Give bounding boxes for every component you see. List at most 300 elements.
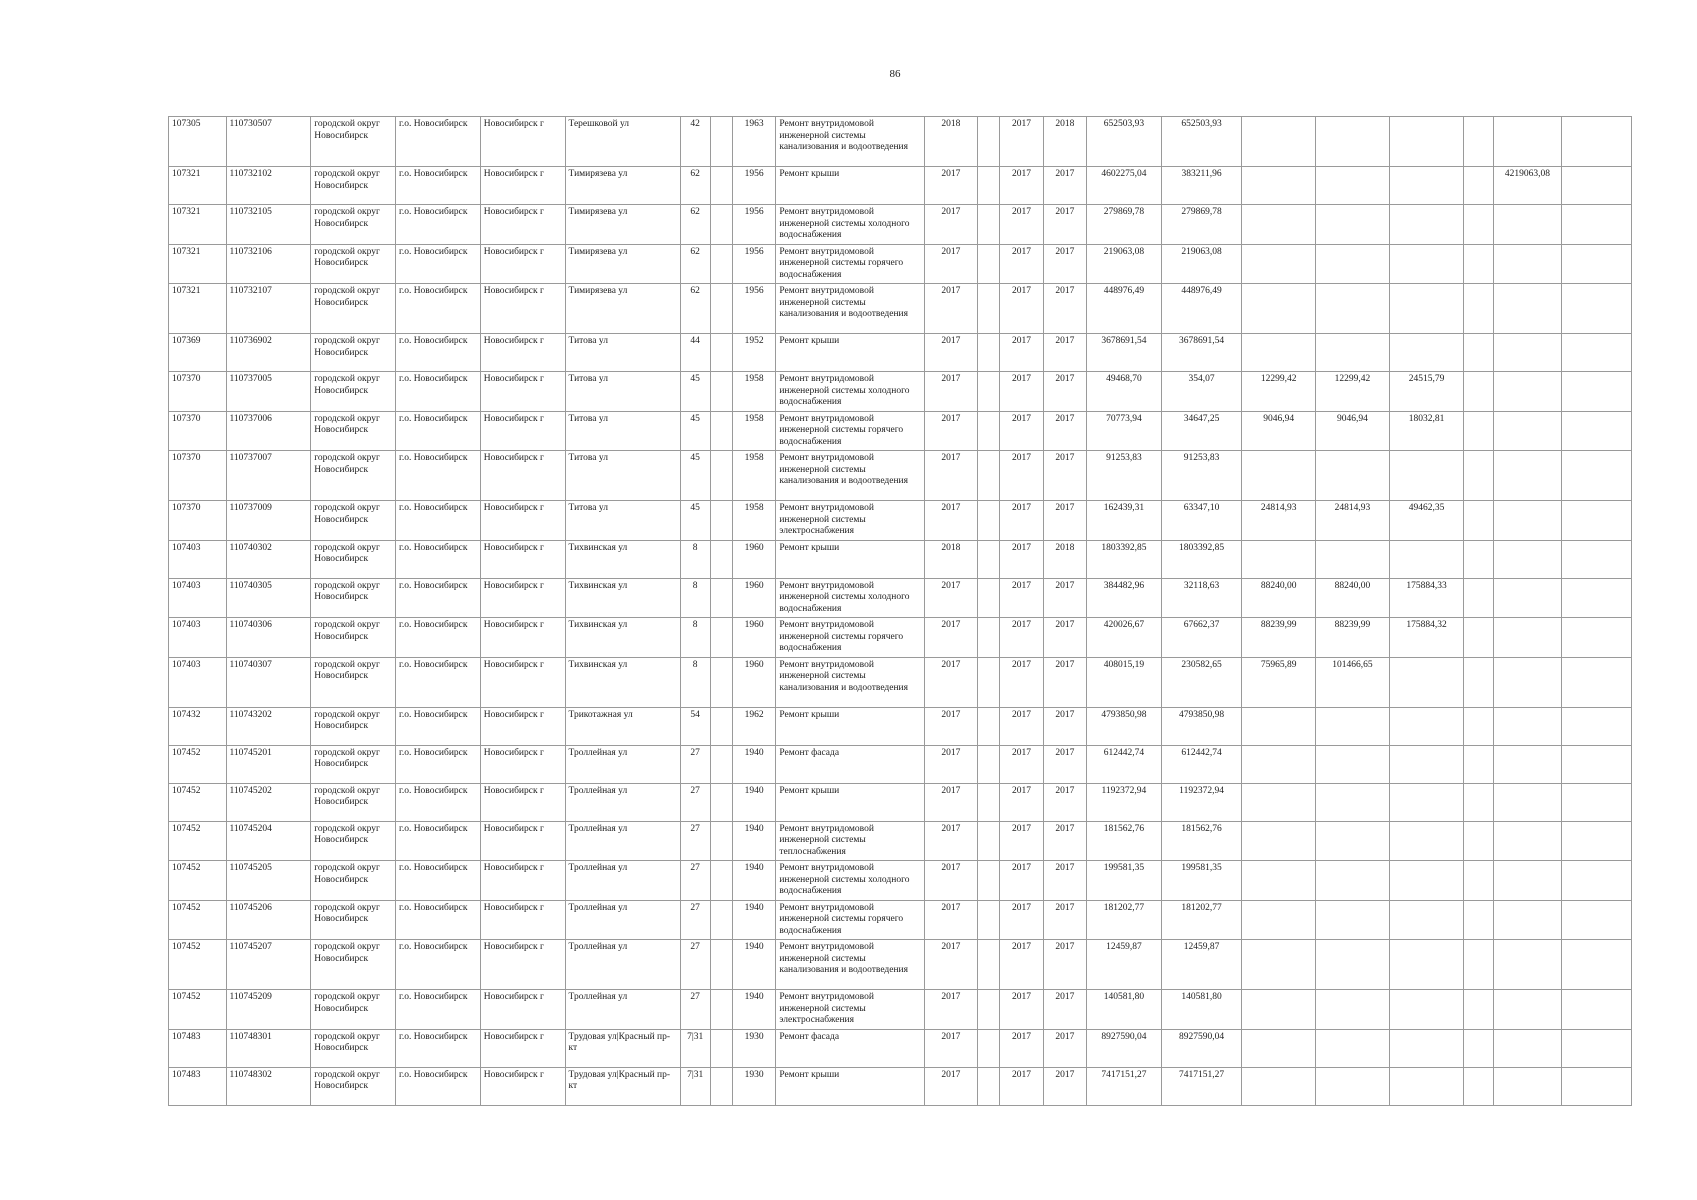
table-row <box>169 167 1632 205</box>
table-cell: городской округ Новосибирск <box>311 451 396 501</box>
table-cell: 2017 <box>924 578 977 618</box>
table-cell: 8 <box>680 540 710 578</box>
table-cell: г.о. Новосибирск <box>396 618 481 658</box>
table-cell: Новосибирск г <box>480 205 565 245</box>
table-cell <box>1316 540 1390 578</box>
table-cell: 384482,96 <box>1087 578 1162 618</box>
table-cell <box>1493 783 1562 821</box>
table-cell <box>1389 990 1464 1030</box>
table-cell: 2017 <box>924 821 977 861</box>
table-cell <box>1464 451 1493 501</box>
table-cell <box>1316 334 1390 372</box>
table-row <box>169 501 1632 541</box>
table-cell <box>1464 821 1493 861</box>
table-cell: 8 <box>680 657 710 707</box>
table-cell <box>1242 205 1316 245</box>
table-cell: 88239,99 <box>1316 618 1390 658</box>
table-cell: 2017 <box>1043 940 1086 990</box>
table-cell <box>1493 334 1562 372</box>
table-cell: 383211,96 <box>1161 167 1242 205</box>
table-cell: Новосибирск г <box>480 745 565 783</box>
table-cell: г.о. Новосибирск <box>396 707 481 745</box>
table-cell <box>1316 821 1390 861</box>
table-row <box>169 334 1632 372</box>
table-cell: г.о. Новосибирск <box>396 1067 481 1105</box>
table-cell <box>1562 707 1632 745</box>
table-cell: 2017 <box>1043 861 1086 901</box>
table-cell <box>1316 990 1390 1030</box>
table-cell: Ремонт внутридомовой инженерной системы канализования и водоотведения <box>776 117 924 167</box>
table-cell <box>1562 578 1632 618</box>
table-cell: 2017 <box>1000 244 1043 284</box>
table-cell <box>1242 451 1316 501</box>
table-cell: 1960 <box>732 578 775 618</box>
table-cell: 2017 <box>924 451 977 501</box>
table-cell: 181202,77 <box>1087 900 1162 940</box>
table-cell: 110732102 <box>226 167 311 205</box>
table-cell <box>1389 657 1464 707</box>
table-cell <box>1316 451 1390 501</box>
table-cell: г.о. Новосибирск <box>396 861 481 901</box>
table-row <box>169 1067 1632 1105</box>
table-cell: 2017 <box>1000 540 1043 578</box>
table-cell: 2017 <box>924 501 977 541</box>
table-cell: 2017 <box>1000 117 1043 167</box>
table-cell: 107403 <box>169 540 227 578</box>
table-cell: 110737005 <box>226 372 311 412</box>
table-cell <box>1389 244 1464 284</box>
table-cell: 2017 <box>1043 707 1086 745</box>
table-cell <box>978 284 1000 334</box>
table-row <box>169 783 1632 821</box>
table-cell: 2017 <box>1000 861 1043 901</box>
table-cell: 1958 <box>732 451 775 501</box>
table-cell: г.о. Новосибирск <box>396 372 481 412</box>
table-cell: Ремонт крыши <box>776 334 924 372</box>
table-cell: 2017 <box>1043 783 1086 821</box>
table-cell <box>710 940 732 990</box>
table-cell <box>978 540 1000 578</box>
table-cell <box>1316 284 1390 334</box>
table-cell: г.о. Новосибирск <box>396 990 481 1030</box>
table-cell: городской округ Новосибирск <box>311 117 396 167</box>
table-cell: 2017 <box>1000 167 1043 205</box>
table-cell <box>1493 578 1562 618</box>
table-cell: Новосибирск г <box>480 501 565 541</box>
table-row <box>169 940 1632 990</box>
table-cell: Новосибирск г <box>480 783 565 821</box>
table-cell <box>1562 117 1632 167</box>
table-cell <box>1464 618 1493 658</box>
table-cell: 3678691,54 <box>1161 334 1242 372</box>
table-cell: Ремонт внутридомовой инженерной системы электроснабжения <box>776 990 924 1030</box>
table-cell <box>1562 372 1632 412</box>
table-cell: 1952 <box>732 334 775 372</box>
table-cell: Новосибирск г <box>480 657 565 707</box>
table-cell: 2017 <box>1000 821 1043 861</box>
table-cell: 107452 <box>169 783 227 821</box>
table-row <box>169 578 1632 618</box>
table-cell <box>1562 940 1632 990</box>
table-cell: г.о. Новосибирск <box>396 205 481 245</box>
table-cell: 110737006 <box>226 411 311 451</box>
table-cell: 2017 <box>1000 1029 1043 1067</box>
table-cell: 181562,76 <box>1087 821 1162 861</box>
table-cell: 1963 <box>732 117 775 167</box>
table-cell: 2017 <box>924 1029 977 1067</box>
table-cell: 42 <box>680 117 710 167</box>
table-row <box>169 411 1632 451</box>
table-cell <box>1493 745 1562 783</box>
table-cell: городской округ Новосибирск <box>311 745 396 783</box>
table-cell <box>710 783 732 821</box>
table-cell: Новосибирск г <box>480 618 565 658</box>
table-cell: 2017 <box>1000 618 1043 658</box>
table-cell <box>978 451 1000 501</box>
table-cell: городской округ Новосибирск <box>311 861 396 901</box>
table-cell: 45 <box>680 411 710 451</box>
table-cell: 1192372,94 <box>1087 783 1162 821</box>
table-cell: 45 <box>680 451 710 501</box>
table-cell: 1930 <box>732 1029 775 1067</box>
table-cell: г.о. Новосибирск <box>396 244 481 284</box>
table-cell: 107452 <box>169 861 227 901</box>
table-cell: 2017 <box>924 618 977 658</box>
table-cell <box>1464 1029 1493 1067</box>
table-cell <box>1242 940 1316 990</box>
table-cell <box>1562 990 1632 1030</box>
table-cell <box>1464 900 1493 940</box>
table-cell <box>1562 618 1632 658</box>
table-cell: 408015,19 <box>1087 657 1162 707</box>
table-cell <box>1464 334 1493 372</box>
table-cell: 2017 <box>1043 372 1086 412</box>
table-cell <box>1242 117 1316 167</box>
table-cell: г.о. Новосибирск <box>396 411 481 451</box>
table-cell: 8927590,04 <box>1161 1029 1242 1067</box>
table-cell <box>710 372 732 412</box>
table-cell: 27 <box>680 900 710 940</box>
table-cell: 279869,78 <box>1161 205 1242 245</box>
table-cell <box>1316 861 1390 901</box>
table-cell: 2017 <box>1000 783 1043 821</box>
table-cell: 1958 <box>732 501 775 541</box>
table-cell: 24814,93 <box>1316 501 1390 541</box>
table-cell <box>978 618 1000 658</box>
table-cell: Новосибирск г <box>480 861 565 901</box>
table-cell: Ремонт внутридомовой инженерной системы холодного водоснабжения <box>776 205 924 245</box>
table-cell: г.о. Новосибирск <box>396 745 481 783</box>
table-cell: Тимирязева ул <box>565 244 680 284</box>
table-cell <box>1493 861 1562 901</box>
table-cell <box>1464 707 1493 745</box>
table-cell <box>710 117 732 167</box>
table-cell <box>1316 783 1390 821</box>
table-cell <box>978 745 1000 783</box>
table-cell: Ремонт фасада <box>776 1029 924 1067</box>
table-cell: городской округ Новосибирск <box>311 244 396 284</box>
table-cell: Новосибирск г <box>480 900 565 940</box>
table-cell: 27 <box>680 821 710 861</box>
table-cell: 2017 <box>1000 501 1043 541</box>
table-cell: 2017 <box>924 940 977 990</box>
table-cell: городской округ Новосибирск <box>311 821 396 861</box>
table-cell: г.о. Новосибирск <box>396 900 481 940</box>
table-cell: г.о. Новосибирск <box>396 284 481 334</box>
table-cell <box>1493 1067 1562 1105</box>
table-cell: 8927590,04 <box>1087 1029 1162 1067</box>
table-cell <box>710 205 732 245</box>
table-cell: 2017 <box>1043 900 1086 940</box>
table-cell <box>1389 900 1464 940</box>
table-cell: 24515,79 <box>1389 372 1464 412</box>
table-cell <box>1389 707 1464 745</box>
table-cell: 107369 <box>169 334 227 372</box>
table-cell: Ремонт крыши <box>776 783 924 821</box>
table-cell: 110740305 <box>226 578 311 618</box>
table-cell <box>1464 990 1493 1030</box>
table-cell: Троллейная ул <box>565 745 680 783</box>
table-cell <box>1389 1029 1464 1067</box>
table-cell: Титова ул <box>565 334 680 372</box>
table-cell: 612442,74 <box>1087 745 1162 783</box>
table-cell <box>1242 1067 1316 1105</box>
table-cell: 1940 <box>732 990 775 1030</box>
table-cell: 27 <box>680 745 710 783</box>
table-cell <box>1389 334 1464 372</box>
table-cell: городской округ Новосибирск <box>311 284 396 334</box>
table-cell: 110740307 <box>226 657 311 707</box>
table-cell: г.о. Новосибирск <box>396 1029 481 1067</box>
table-cell <box>1464 411 1493 451</box>
table-cell: 2017 <box>1043 821 1086 861</box>
table-cell <box>710 334 732 372</box>
table-cell <box>1464 657 1493 707</box>
table-cell <box>1493 618 1562 658</box>
table-cell: Троллейная ул <box>565 940 680 990</box>
table-cell: 32118,63 <box>1161 578 1242 618</box>
table-cell: Ремонт внутридомовой инженерной системы электроснабжения <box>776 501 924 541</box>
table-cell <box>1316 167 1390 205</box>
table-cell: 219063,08 <box>1161 244 1242 284</box>
table-cell: 91253,83 <box>1161 451 1242 501</box>
table-cell: 2018 <box>1043 540 1086 578</box>
table-cell: 88239,99 <box>1242 618 1316 658</box>
table-cell: Ремонт внутридомовой инженерной системы холодного водоснабжения <box>776 578 924 618</box>
table-row <box>169 372 1632 412</box>
table-cell: городской округ Новосибирск <box>311 411 396 451</box>
table-cell: 199581,35 <box>1087 861 1162 901</box>
table-row <box>169 451 1632 501</box>
table-cell <box>1389 1067 1464 1105</box>
table-cell: 1803392,85 <box>1087 540 1162 578</box>
table-cell <box>1316 117 1390 167</box>
table-cell: 2017 <box>1043 1029 1086 1067</box>
table-cell: 1956 <box>732 205 775 245</box>
table-cell <box>978 940 1000 990</box>
table-cell: 2017 <box>1000 372 1043 412</box>
table-cell: 107483 <box>169 1029 227 1067</box>
table-cell: Ремонт внутридомовой инженерной системы канализования и водоотведения <box>776 940 924 990</box>
table-cell: 7|31 <box>680 1067 710 1105</box>
table-cell: 7417151,27 <box>1087 1067 1162 1105</box>
table-cell: городской округ Новосибирск <box>311 990 396 1030</box>
table-cell: 107321 <box>169 244 227 284</box>
table-cell <box>1242 334 1316 372</box>
table-cell: 2018 <box>924 117 977 167</box>
table-cell: 2017 <box>924 745 977 783</box>
table-cell: городской округ Новосибирск <box>311 707 396 745</box>
table-cell: 2017 <box>1000 707 1043 745</box>
table-cell: 4793850,98 <box>1087 707 1162 745</box>
table-body <box>169 117 1632 1106</box>
table-cell: городской округ Новосибирск <box>311 334 396 372</box>
table-cell: 2017 <box>1043 284 1086 334</box>
table-cell <box>1389 821 1464 861</box>
table-cell: 1956 <box>732 284 775 334</box>
table-cell <box>1493 900 1562 940</box>
table-cell <box>1493 205 1562 245</box>
table-cell: 2017 <box>1043 1067 1086 1105</box>
table-cell <box>978 411 1000 451</box>
table-cell: 62 <box>680 284 710 334</box>
table-cell <box>1493 501 1562 541</box>
table-cell: 2017 <box>924 783 977 821</box>
table-cell: Ремонт внутридомовой инженерной системы холодного водоснабжения <box>776 861 924 901</box>
table-cell <box>710 990 732 1030</box>
table-cell: 49468,70 <box>1087 372 1162 412</box>
table-cell <box>1464 861 1493 901</box>
table-cell <box>1562 821 1632 861</box>
table-cell: 1940 <box>732 861 775 901</box>
table-cell: Троллейная ул <box>565 783 680 821</box>
table-cell: 107452 <box>169 900 227 940</box>
table-cell: 2017 <box>1043 244 1086 284</box>
table-cell: Новосибирск г <box>480 990 565 1030</box>
table-cell: 1940 <box>732 900 775 940</box>
table-cell: г.о. Новосибирск <box>396 117 481 167</box>
table-cell: 110745205 <box>226 861 311 901</box>
table-cell <box>978 1067 1000 1105</box>
table-cell: г.о. Новосибирск <box>396 167 481 205</box>
table-cell: Троллейная ул <box>565 900 680 940</box>
table-cell: Терешковой ул <box>565 117 680 167</box>
table-cell <box>1389 284 1464 334</box>
table-cell <box>1316 1067 1390 1105</box>
table-cell: 2017 <box>924 900 977 940</box>
table-cell: 110745204 <box>226 821 311 861</box>
table-cell: 107432 <box>169 707 227 745</box>
table-cell <box>978 501 1000 541</box>
table-cell: Тимирязева ул <box>565 167 680 205</box>
table-cell <box>978 900 1000 940</box>
table-cell: 8 <box>680 618 710 658</box>
table-cell: 107483 <box>169 1067 227 1105</box>
table-cell <box>1493 1029 1562 1067</box>
table-cell: Ремонт внутридомовой инженерной системы канализования и водоотведения <box>776 451 924 501</box>
table-cell: 110743202 <box>226 707 311 745</box>
table-cell: 107452 <box>169 821 227 861</box>
table-cell: 2017 <box>1043 501 1086 541</box>
table-cell <box>978 990 1000 1030</box>
table-cell <box>710 578 732 618</box>
table-cell <box>1562 205 1632 245</box>
table-cell: Новосибирск г <box>480 940 565 990</box>
table-cell <box>1493 284 1562 334</box>
table-cell: 448976,49 <box>1087 284 1162 334</box>
table-cell <box>1242 707 1316 745</box>
table-cell <box>1464 540 1493 578</box>
table-cell: 1960 <box>732 618 775 658</box>
table-cell: 1940 <box>732 745 775 783</box>
table-cell: 107370 <box>169 411 227 451</box>
table-cell: 107370 <box>169 451 227 501</box>
table-cell: 9046,94 <box>1316 411 1390 451</box>
table-cell <box>1242 284 1316 334</box>
table-cell <box>1389 117 1464 167</box>
table-cell: Ремонт фасада <box>776 745 924 783</box>
table-cell: 2017 <box>1000 657 1043 707</box>
table-cell: 88240,00 <box>1316 578 1390 618</box>
table-cell <box>1562 1029 1632 1067</box>
table-cell: 230582,65 <box>1161 657 1242 707</box>
table-cell: 27 <box>680 861 710 901</box>
table-cell: 110745201 <box>226 745 311 783</box>
table-cell <box>1493 372 1562 412</box>
table-cell <box>710 284 732 334</box>
table-cell: 62 <box>680 205 710 245</box>
table-cell: 62 <box>680 244 710 284</box>
table-cell: 9046,94 <box>1242 411 1316 451</box>
table-cell: городской округ Новосибирск <box>311 578 396 618</box>
table-cell: г.о. Новосибирск <box>396 334 481 372</box>
table-cell: 1940 <box>732 783 775 821</box>
table-cell: 612442,74 <box>1161 745 1242 783</box>
table-cell <box>710 707 732 745</box>
table-cell: 107370 <box>169 372 227 412</box>
table-cell: г.о. Новосибирск <box>396 540 481 578</box>
table-cell <box>710 618 732 658</box>
table-cell: 18032,81 <box>1389 411 1464 451</box>
table-cell: Титова ул <box>565 501 680 541</box>
table-cell: 44 <box>680 334 710 372</box>
table-cell: 2017 <box>1000 990 1043 1030</box>
table-cell <box>1464 117 1493 167</box>
table-cell <box>1562 657 1632 707</box>
table-cell: 12459,87 <box>1161 940 1242 990</box>
capital-repair-table <box>168 116 1632 1106</box>
table-cell <box>1493 411 1562 451</box>
table-cell <box>978 657 1000 707</box>
table-cell <box>1316 745 1390 783</box>
table-cell <box>1493 451 1562 501</box>
table-cell <box>1316 1029 1390 1067</box>
table-cell <box>710 167 732 205</box>
table-cell: 107321 <box>169 205 227 245</box>
table-cell: 7|31 <box>680 1029 710 1067</box>
table-cell: 2017 <box>1000 745 1043 783</box>
table-cell: Троллейная ул <box>565 990 680 1030</box>
table-cell: 45 <box>680 372 710 412</box>
table-cell <box>1242 990 1316 1030</box>
table-cell: 107403 <box>169 618 227 658</box>
table-cell <box>978 707 1000 745</box>
table-cell: Новосибирск г <box>480 1029 565 1067</box>
table-row <box>169 244 1632 284</box>
table-cell: 140581,80 <box>1087 990 1162 1030</box>
table-cell <box>978 783 1000 821</box>
table-cell: г.о. Новосибирск <box>396 451 481 501</box>
